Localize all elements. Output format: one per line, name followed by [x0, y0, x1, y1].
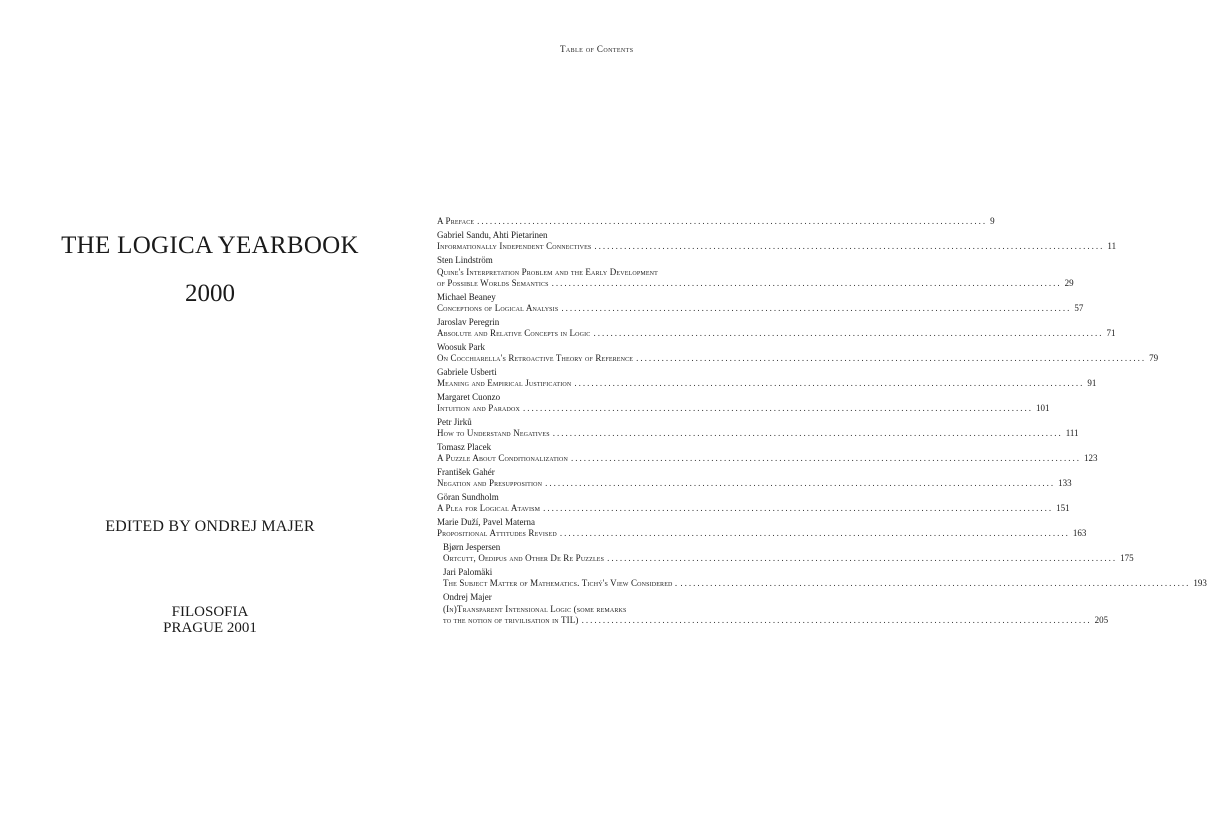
toc-title-line: Intuition and Paradox [437, 403, 520, 413]
toc-title-line: Propositional Attitudes Revised [437, 528, 557, 538]
toc-entry [437, 541, 1134, 563]
toc-entry [437, 416, 1079, 438]
toc-author: Göran Sundholm [437, 492, 499, 502]
toc-page-number: 163 [1072, 528, 1087, 538]
toc-title-row [437, 428, 1079, 438]
toc-title-row [437, 216, 995, 226]
toc-dot-leader: ........................................................................................................................ [543, 503, 1054, 513]
toc-page-number: 79 [1149, 353, 1159, 363]
toc-title-line: Negation and Presupposition [437, 478, 543, 488]
toc-title-row [443, 553, 1134, 563]
toc-dot-leader: ........................................................................................................................ [607, 553, 1118, 563]
toc-author: Gabriele Usberti [437, 367, 497, 377]
toc-page-number: 9 [990, 216, 995, 226]
toc-title-row [437, 278, 1074, 288]
toc-author: Petr Jirků [437, 417, 472, 427]
toc-author: Bjørn Jespersen [443, 542, 501, 552]
toc-entry [437, 591, 1109, 625]
toc-author: František Gahér [437, 467, 495, 477]
toc-entry [437, 516, 1087, 538]
toc-author: Gabriel Sandu, Ahti Pietarinen [437, 230, 548, 240]
toc-dot-leader: ........................................................................................................................ [561, 303, 1072, 313]
toc-entry [437, 466, 1072, 488]
toc-entry [437, 254, 1074, 288]
toc-dot-leader: ........................................................................................................................ [571, 453, 1082, 463]
toc-entry [437, 341, 1159, 363]
toc-page-number: 123 [1084, 453, 1098, 463]
toc-title-row [437, 303, 1084, 313]
toc-page-number: 111 [1065, 428, 1079, 438]
toc-page-number: 29 [1064, 278, 1074, 288]
toc-title-line: Ortcutt, Oedipus and Other De Re Puzzles [443, 553, 605, 563]
book-title: THE LOGICA YEARBOOK [61, 232, 359, 259]
toc-title-line: of Possible Worlds Semantics [437, 278, 549, 288]
toc-entry [437, 566, 1207, 588]
toc-entry [437, 441, 1098, 463]
toc-title-row [437, 328, 1116, 338]
toc-author: Tomasz Placek [437, 442, 492, 452]
toc-page-number: 133 [1058, 478, 1072, 488]
toc-entry [437, 316, 1116, 338]
toc-author: Marie Duží, Pavel Materna [437, 517, 535, 527]
toc-title-line: Meaning and Empirical Justification [437, 378, 572, 388]
toc-title-row [437, 528, 1087, 538]
toc-title-row [443, 578, 1207, 588]
contents-page [420, 0, 1207, 836]
toc-entry [437, 216, 995, 226]
toc-author: Ondrej Majer [443, 592, 492, 602]
toc-author: Michael Beaney [437, 292, 496, 302]
toc-page-number: 71 [1106, 328, 1116, 338]
toc-author: Woosuk Park [437, 342, 486, 352]
toc-title-row [443, 615, 1109, 625]
toc-title-line: to the notion of trivilisation in TIL) [443, 615, 579, 625]
toc-dot-leader: ........................................................................................................................ [680, 578, 1191, 588]
toc-title-line: Quine's Interpretation Problem and the Early Development [437, 267, 658, 277]
toc-author: Jaroslav Peregrin [437, 317, 500, 327]
toc-entry [437, 366, 1097, 388]
toc-author: Margaret Cuonzo [437, 392, 501, 402]
toc-list [437, 216, 1207, 628]
toc-page-number: 175 [1120, 553, 1134, 563]
toc-title-row [437, 241, 1117, 251]
toc-dot-leader: ........................................................................................................................ [552, 428, 1063, 438]
toc-page-number: 57 [1074, 303, 1084, 313]
toc-dot-leader: ........................................................................................................................ [636, 353, 1147, 363]
toc-title-row [437, 378, 1097, 388]
toc-entry [437, 229, 1117, 251]
toc-dot-leader: ........................................................................................................................ [551, 278, 1062, 288]
toc-title-line: (In)Transparent Intensional Logic (some remarks [443, 604, 627, 614]
toc-title-line: A Preface [437, 216, 475, 226]
book-year: 2000 [185, 280, 235, 307]
toc-dot-leader: ........................................................................................................................ [593, 328, 1104, 338]
toc-title-line: How to Understand Negatives [437, 428, 550, 438]
toc-dot-leader: ........................................................................................................................ [594, 241, 1105, 251]
toc-page-number: 101 [1035, 403, 1050, 413]
toc-title-line: A Plea for Logical Atavism [437, 503, 541, 513]
toc-dot-leader: ........................................................................................................................ [477, 216, 988, 226]
toc-title-row [437, 353, 1159, 363]
toc-heading: Table of Contents [560, 44, 634, 54]
toc-author: Jari Palomäki [443, 567, 493, 577]
editor-line: EDITED BY ONDREJ MAJER [105, 518, 315, 535]
publication-place-year: PRAGUE 2001 [163, 620, 257, 636]
toc-title-row [437, 478, 1072, 488]
toc-title-row [437, 503, 1070, 513]
toc-dot-leader: ........................................................................................................................ [545, 478, 1056, 488]
toc-title-row [437, 403, 1050, 413]
toc-page-number: 205 [1094, 615, 1109, 625]
toc-author: Sten Lindström [437, 255, 493, 265]
toc-page-number: 91 [1087, 378, 1097, 388]
publisher-block [0, 604, 420, 636]
publisher-name: FILOSOFIA [171, 604, 249, 620]
toc-page-number: 151 [1056, 503, 1070, 513]
toc-dot-leader: ........................................................................................................................ [559, 528, 1070, 538]
toc-title-line: Conceptions of Logical Analysis [437, 303, 559, 313]
toc-title-line: On Cocchiarella's Retroactive Theory of Reference [437, 353, 634, 363]
toc-title-line: Informationally Independent Connectives [437, 241, 592, 251]
toc-entry [437, 491, 1070, 513]
toc-title-line: A Puzzle About Conditionalization [437, 453, 569, 463]
toc-title-row [437, 453, 1098, 463]
toc-entry [437, 291, 1084, 313]
toc-page-number: 193 [1193, 578, 1207, 588]
toc-dot-leader: ........................................................................................................................ [581, 615, 1092, 625]
toc-entry [437, 391, 1050, 413]
toc-dot-leader: ........................................................................................................................ [522, 403, 1033, 413]
toc-dot-leader: ........................................................................................................................ [574, 378, 1085, 388]
toc-title-line: Absolute and Relative Concepts in Logic [437, 328, 591, 338]
title-page [0, 0, 420, 836]
toc-title-line: The Subject Matter of Mathematics. Tichý's View Considered . [443, 578, 678, 588]
toc-page-number: 11 [1107, 241, 1117, 251]
